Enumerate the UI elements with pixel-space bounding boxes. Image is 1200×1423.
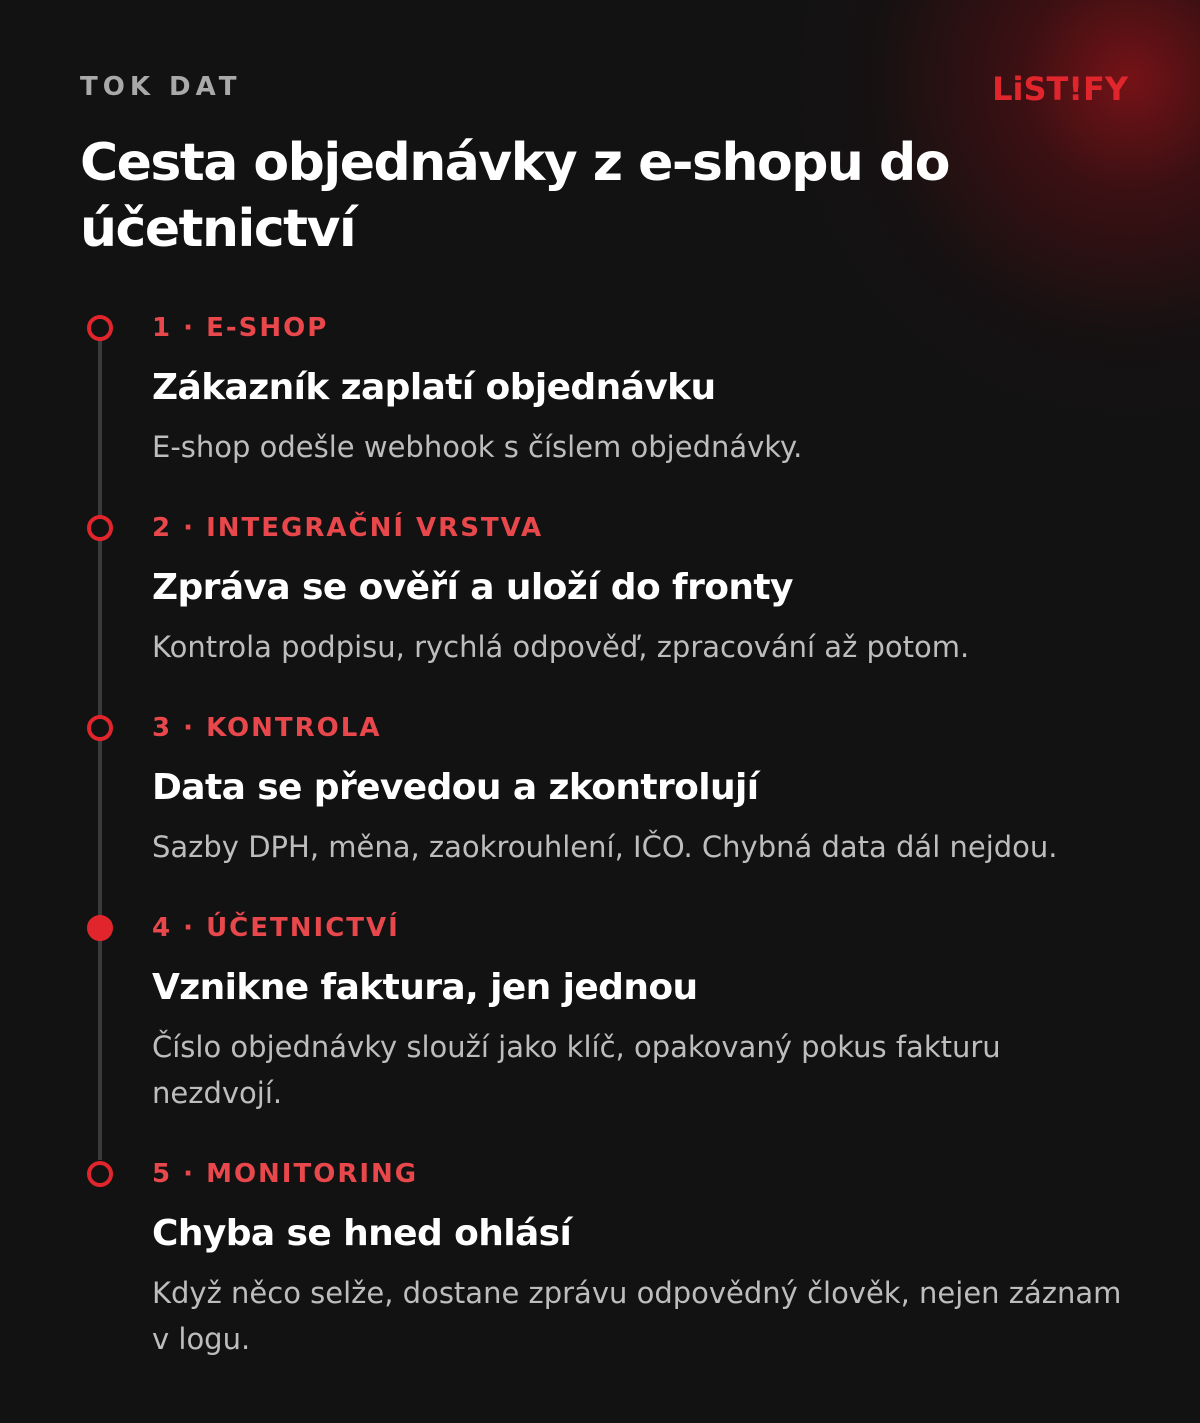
step-3-title: Data se převedou a zkontrolují: [152, 767, 759, 808]
step-4: [152, 912, 1132, 1116]
step-5-label: 5 · MONITORING: [152, 1159, 419, 1189]
step-2-description: Kontrola podpisu, rychlá odpověď, zpracování až potom.: [152, 630, 970, 664]
step-2-title: Zpráva se ověří a uloží do fronty: [152, 567, 793, 608]
step-1-label: 1 · E-SHOP: [152, 313, 329, 343]
step-1: [152, 312, 1132, 470]
step-1-title: Zákazník zaplatí objednávku: [152, 367, 716, 408]
step-3-description: Sazby DPH, měna, zaokrouhlení, IČO. Chybná data dál nejdou.: [152, 830, 1058, 864]
step-5-description: Když něco selže, dostane zprávu odpovědný člověk, nejen záznam v logu.: [152, 1276, 1122, 1356]
step-2-label: 2 · INTEGRAČNÍ VRSTVA: [152, 513, 544, 543]
step-4-node: [87, 915, 113, 941]
page-title: Cesta objednávky z e-shopu do účetnictví: [80, 133, 949, 259]
step-3-node: [87, 715, 113, 741]
step-2: [152, 512, 1132, 670]
step-4-label: 4 · ÚČETNICTVÍ: [152, 913, 400, 943]
brand-logo: LiST!FY: [992, 70, 1128, 108]
step-3: [152, 712, 1132, 870]
timeline-line: [98, 330, 102, 1160]
step-4-description: Číslo objednávky slouží jako klíč, opakovaný pokus fakturu nezdvojí.: [152, 1030, 1001, 1110]
step-1-description: E-shop odešle webhook s číslem objednávky.: [152, 430, 803, 464]
step-5: [152, 1158, 1132, 1362]
step-2-node: [87, 515, 113, 541]
step-5-title: Chyba se hned ohlásí: [152, 1213, 572, 1254]
step-1-node: [87, 315, 113, 341]
eyebrow-label: TOK DAT: [80, 72, 242, 102]
step-5-node: [87, 1161, 113, 1187]
step-4-title: Vznikne faktura, jen jednou: [152, 967, 698, 1008]
step-3-label: 3 · KONTROLA: [152, 713, 382, 743]
